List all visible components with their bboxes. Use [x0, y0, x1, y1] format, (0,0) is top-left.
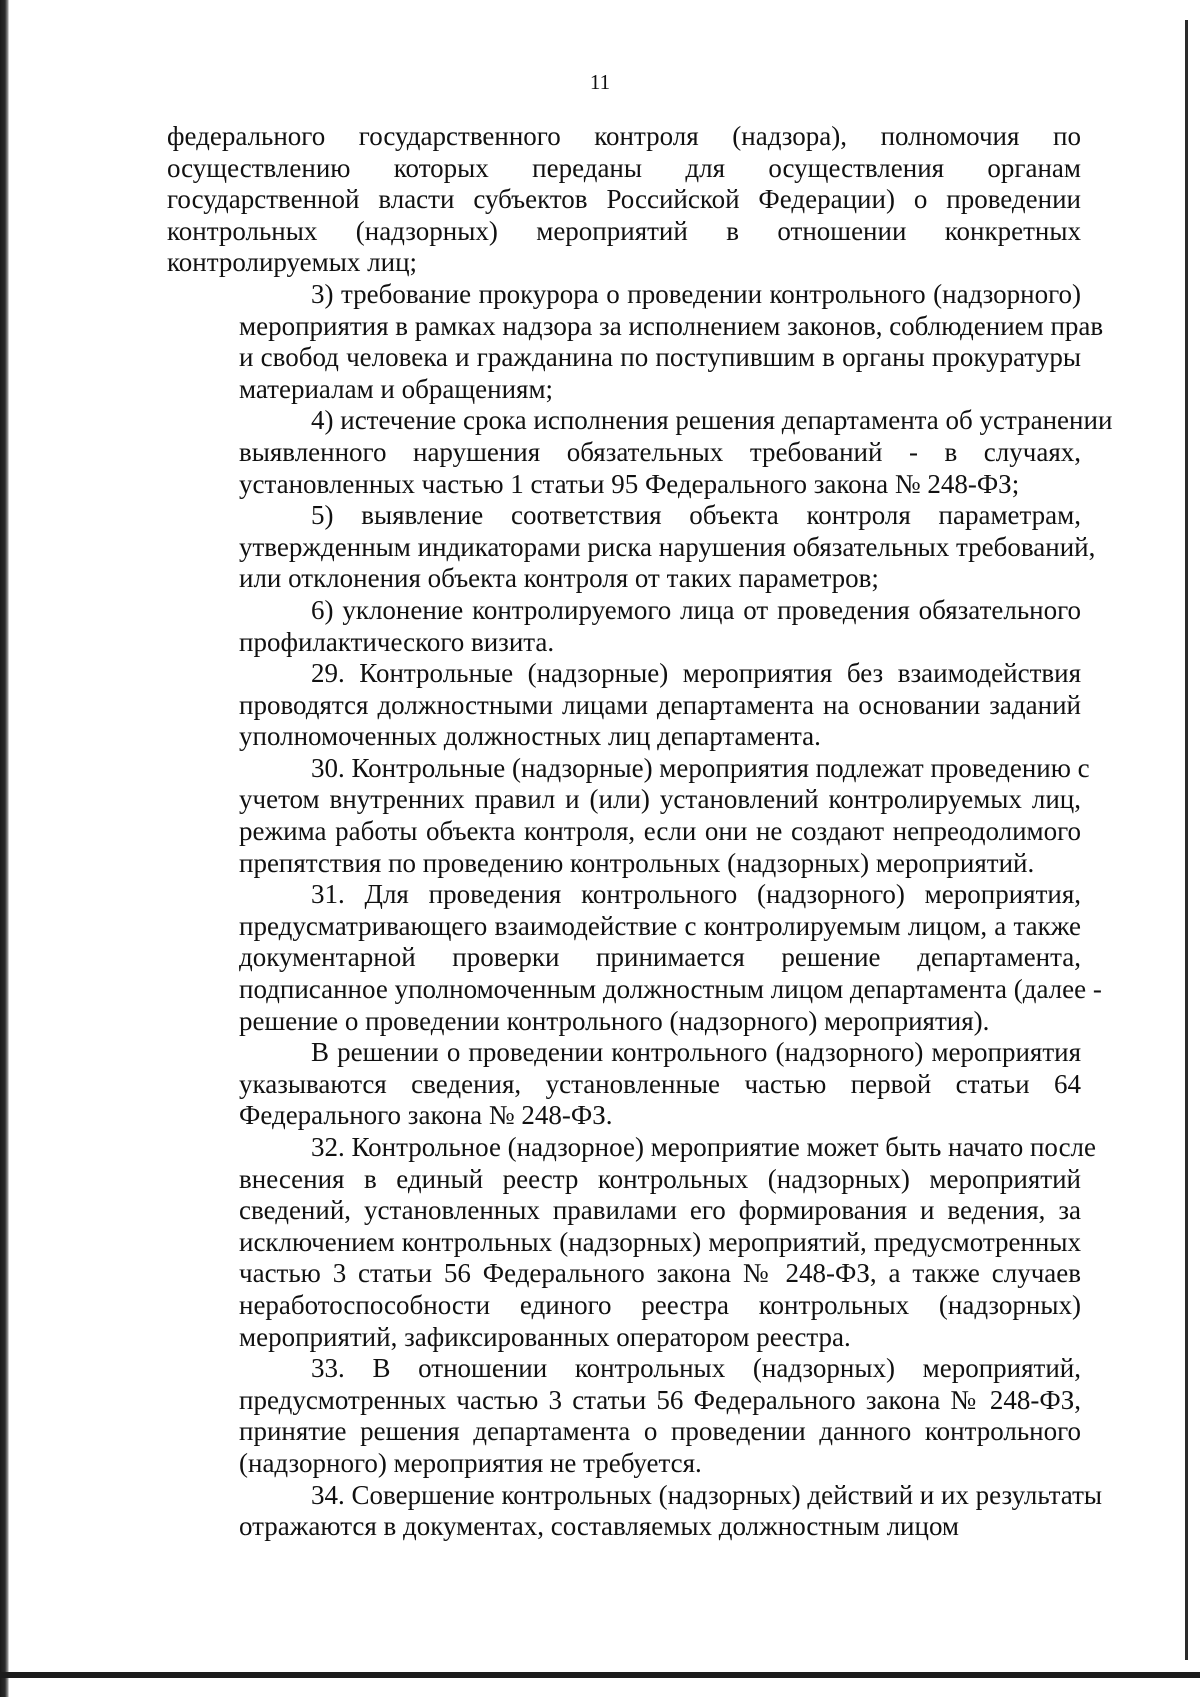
- text-line: предусматривающего взаимодействие с контролируемым лицом, а также: [239, 910, 1081, 941]
- paragraph: [167, 752, 1090, 879]
- text-line: препятствия по проведению контрольных (надзорных) мероприятий.: [239, 847, 1035, 878]
- paragraph: [167, 121, 1081, 279]
- text-line: документарной проверки принимается решение департамента,: [239, 942, 1081, 973]
- text-line: 31. Для проведения контрольного (надзорного) мероприятия,: [311, 879, 1081, 910]
- paragraph: [167, 1353, 1081, 1479]
- page-number: 11: [589, 70, 611, 94]
- paragraph: [167, 1132, 1097, 1353]
- text-line: исключением контрольных (надзорных) мероприятий, предусмотренных: [239, 1226, 1081, 1257]
- text-line: частью 3 статьи 56 Федерального закона № 248-ФЗ, а также случаев: [239, 1258, 1081, 1289]
- text-line: 33. В отношении контрольных (надзорных) мероприятий,: [311, 1353, 1081, 1384]
- text-line: осуществлению которых переданы для осуществления органам: [167, 152, 1081, 183]
- text-line: отражаются в документах, составляемых должностным лицом: [239, 1511, 960, 1542]
- text-line: принятие решения департамента о проведении данного контрольного: [239, 1416, 1081, 1447]
- paragraph: [167, 1037, 1081, 1132]
- text-line: проводятся должностными лицами департамента на основании заданий: [239, 689, 1081, 720]
- paragraph: [167, 278, 1104, 405]
- text-line: материалам и обращениям;: [239, 373, 554, 404]
- paragraph: [167, 658, 1081, 753]
- text-line: 4) истечение срока исполнения решения департамента об устранении: [311, 405, 1113, 436]
- text-line: 30. Контрольные (надзорные) мероприятия подлежат проведению с: [311, 752, 1090, 783]
- text-line: мероприятий, зафиксированных оператором реестра.: [239, 1321, 851, 1352]
- text-line: государственной власти субъектов Российской Федерации) о проведении: [167, 184, 1081, 215]
- text-line: подписанное уполномоченным должностным лицом департамента (далее -: [239, 974, 1102, 1005]
- paragraph: [167, 595, 1081, 658]
- paragraph: [167, 879, 1102, 1037]
- paragraph: [167, 1479, 1103, 1543]
- text-line: (надзорного) мероприятия не требуется.: [239, 1447, 702, 1478]
- text-line: контрольных (надзорных) мероприятий в отношении конкретных: [167, 215, 1081, 246]
- text-line: установленных частью 1 статьи 95 Федерального закона № 248-ФЗ;: [239, 468, 1020, 499]
- text-line: 32. Контрольное (надзорное) мероприятие может быть начато после: [311, 1132, 1097, 1162]
- text-line: уполномоченных должностных лиц департамента.: [239, 721, 821, 752]
- text-line: решение о проведении контрольного (надзорного) мероприятия).: [239, 1005, 990, 1036]
- text-line: 6) уклонение контролируемого лица от проведения обязательного: [311, 594, 1081, 625]
- text-line: режима работы объекта контроля, если они не создают непреодолимого: [239, 816, 1081, 847]
- text-line: 5) выявление соответствия объекта контроля параметрам,: [311, 500, 1081, 531]
- text-line: выявленного нарушения обязательных требований - в случаях,: [239, 436, 1081, 467]
- text-line: 34. Совершение контрольных (надзорных) действий и их результаты: [311, 1479, 1103, 1510]
- paragraph: [167, 405, 1113, 500]
- text-line: В решении о проведении контрольного (надзорного) мероприятия: [311, 1037, 1081, 1068]
- text-line: сведений, установленных правилами его формирования и ведения, за: [239, 1195, 1081, 1226]
- text-line: Федерального закона № 248-ФЗ.: [239, 1100, 613, 1131]
- text-line: внесения в единый реестр контрольных (надзорных) мероприятий: [239, 1163, 1081, 1194]
- text-line: утвержденным индикаторами риска нарушения обязательных требований,: [239, 531, 1096, 562]
- text-line: учетом внутренних правил и (или) установлений контролируемых лиц,: [239, 784, 1081, 815]
- text-line: контролируемых лиц;: [167, 247, 418, 278]
- scan-left-edge: [0, 0, 9, 1697]
- text-line: федерального государственного контроля (надзора), полномочия по: [167, 121, 1081, 151]
- text-line: предусмотренных частью 3 статьи 56 Федерального закона № 248-ФЗ,: [239, 1384, 1081, 1415]
- text-line: и свобод человека и гражданина по поступившим в органы прокуратуры: [239, 342, 1081, 373]
- text-line: неработоспособности единого реестра контрольных (надзорных): [239, 1289, 1081, 1320]
- text-line: профилактического визита.: [239, 626, 555, 657]
- scan-right-edge: [1185, 20, 1188, 1660]
- text-line: 3) требование прокурора о проведении контрольного (надзорного): [311, 278, 1081, 309]
- text-line: или отклонения объекта контроля от таких параметров;: [239, 563, 879, 594]
- paragraph: [167, 500, 1096, 595]
- text-line: мероприятия в рамках надзора за исполнением законов, соблюдением прав: [239, 310, 1104, 341]
- document-body: [167, 121, 1113, 1543]
- scan-bottom-edge: [0, 1672, 1200, 1678]
- text-line: 29. Контрольные (надзорные) мероприятия без взаимодействия: [311, 658, 1081, 689]
- text-line: указываются сведения, установленные частью первой статьи 64: [239, 1068, 1081, 1099]
